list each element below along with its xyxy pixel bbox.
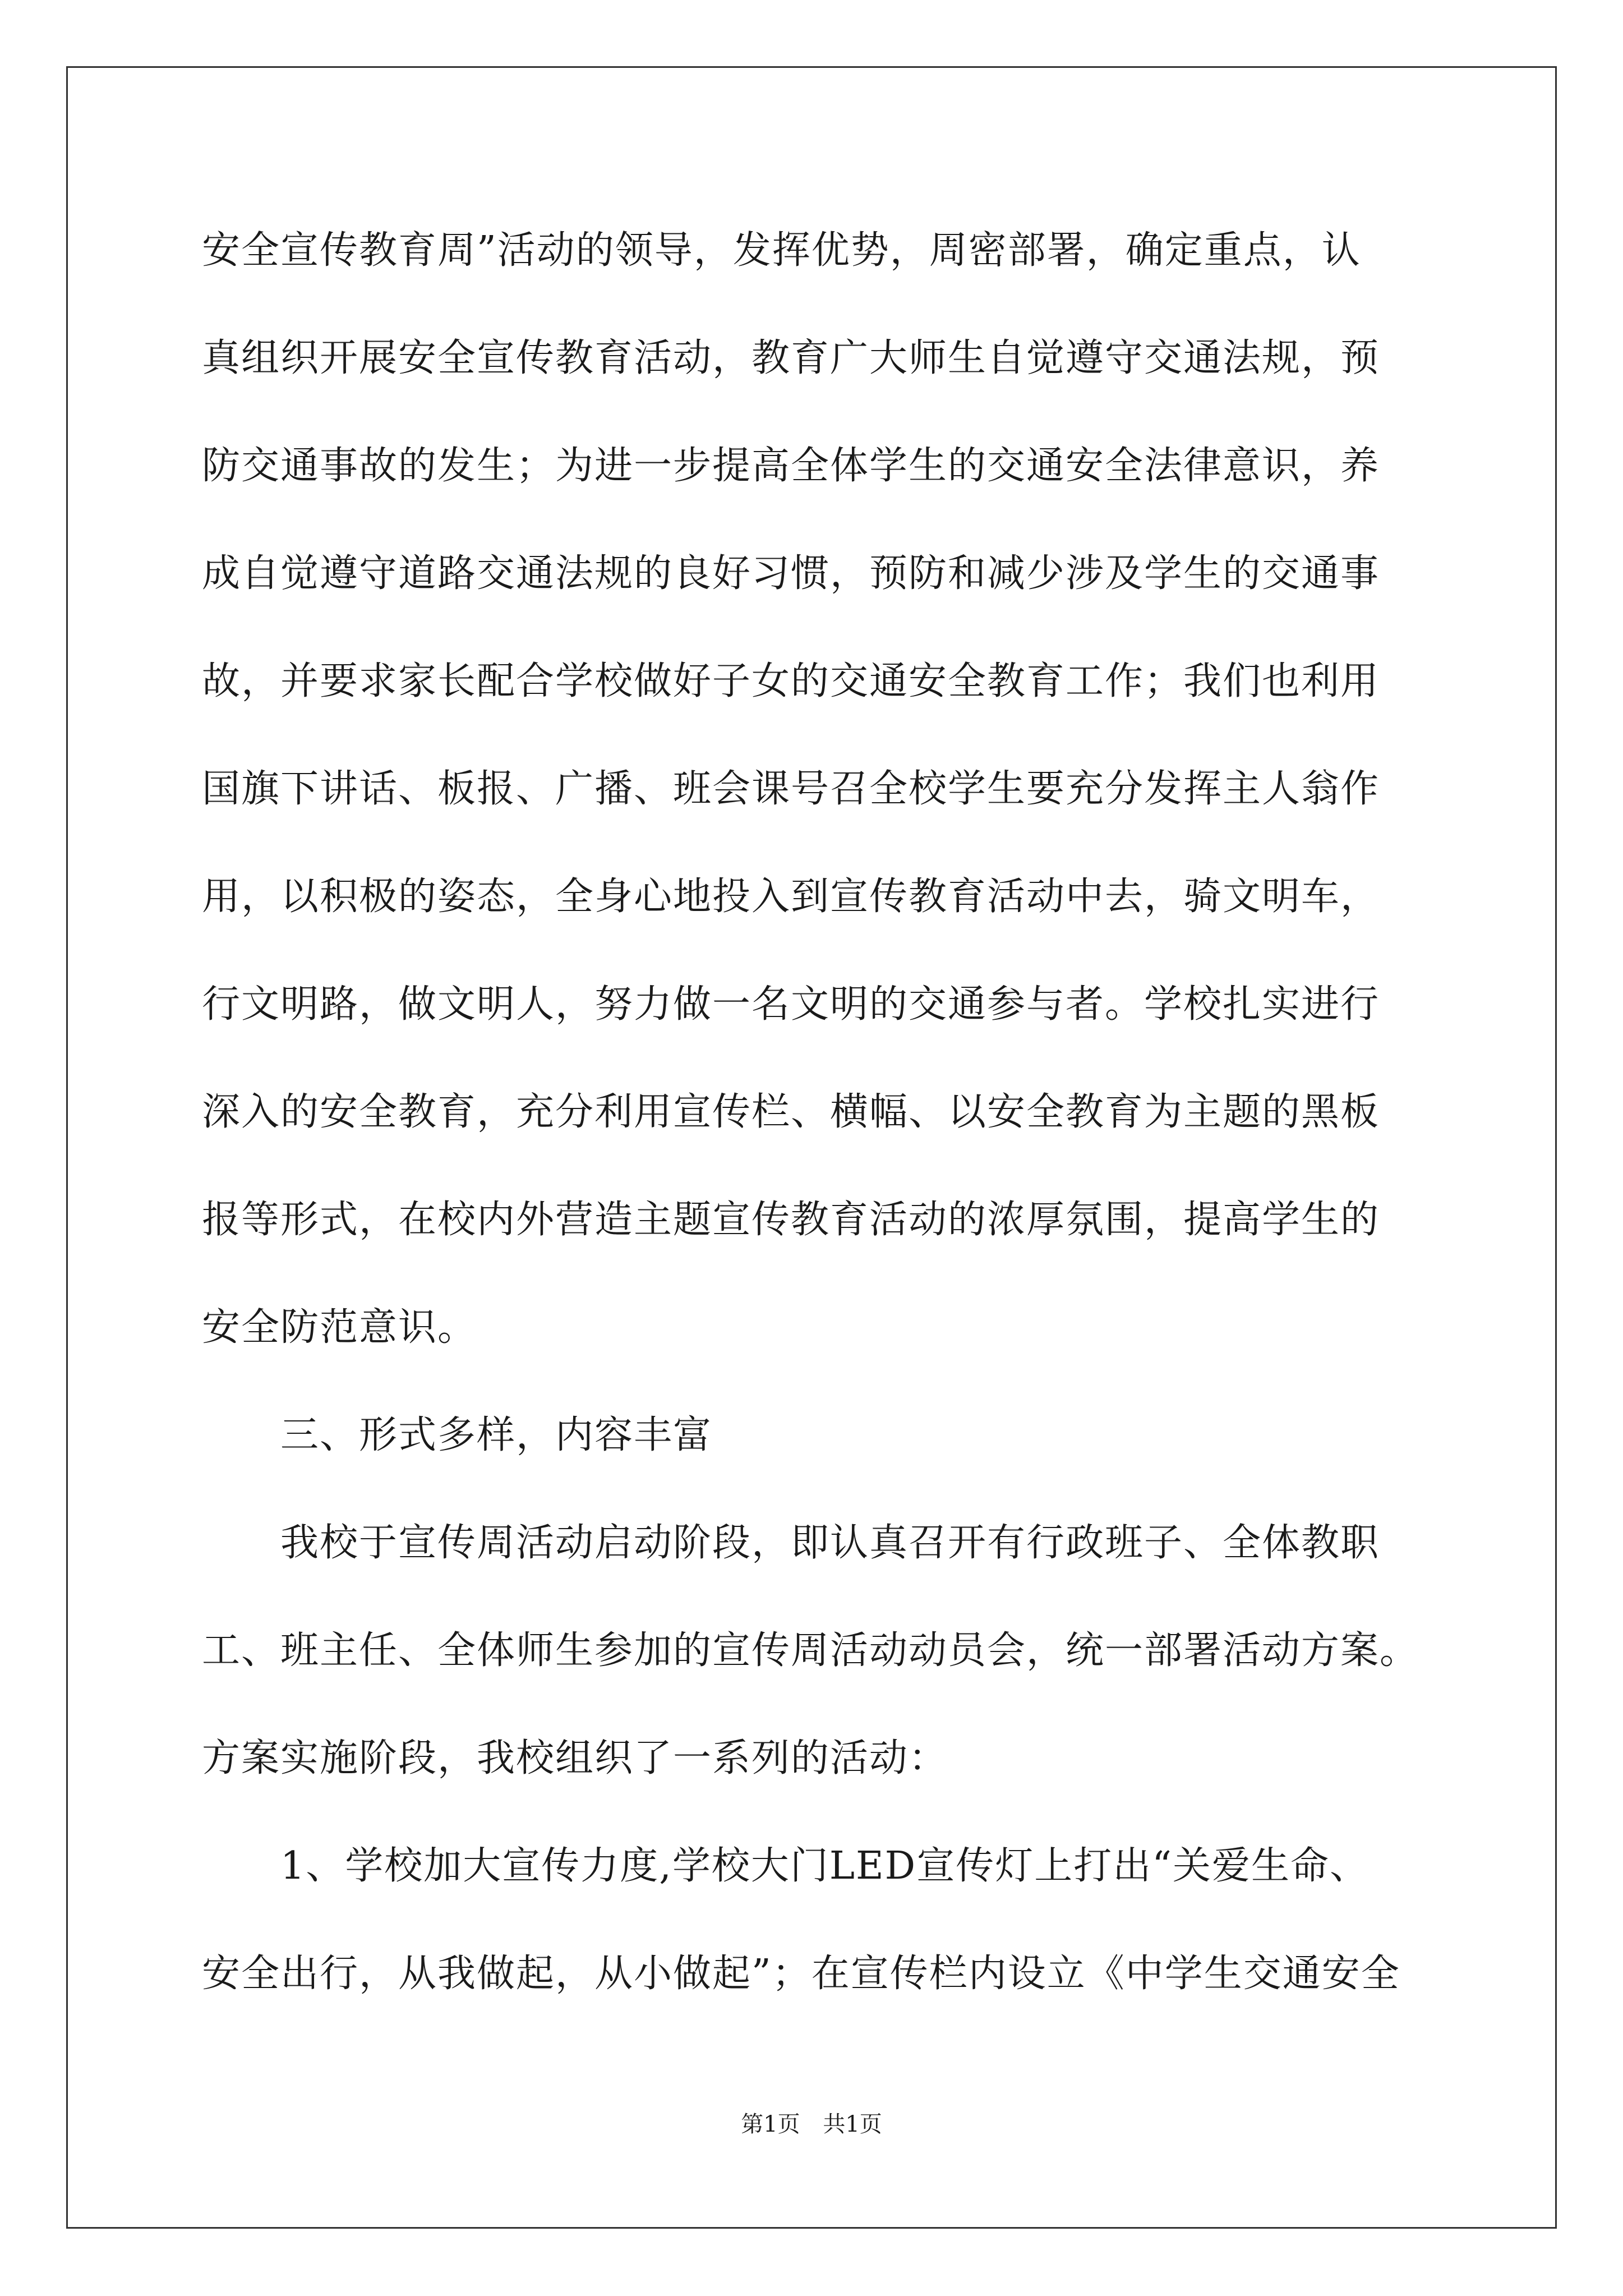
text-line: 行文明路，做文明人，努力做一名文明的交通参与者。学校扎实进行 [202, 982, 1380, 1027]
text-line: 方案实施阶段，我校组织了一系列的活动： [202, 1736, 948, 1780]
text-line: 安全出行，从我做起，从小做起”；在宣传栏内设立《中学生交通安全 [202, 1952, 1400, 1996]
text-line: 成自觉遵守道路交通法规的良好习惯，预防和减少涉及学生的交通事 [202, 551, 1380, 596]
text-line: 深入的安全教育，充分利用宣传栏、横幅、以安全教育为主题的黑板 [202, 1090, 1380, 1134]
paragraph-start-line: 我校于宣传周活动启动阶段，即认真召开有行政班子、全体教职 [280, 1521, 1380, 1565]
text-line: 用，以积极的姿态，全身心地投入到宣传教育活动中去，骑文明车， [202, 875, 1380, 919]
list-item-start-line: 1、学校加大宣传力度,学校大门LED宣传灯上打出“关爱生命、 [280, 1844, 1369, 1888]
page-number: 第1页 [741, 2111, 800, 2137]
page-total: 共1页 [823, 2111, 882, 2137]
text-line: 工、班主任、全体师生参加的宣传周活动动员会，统一部署活动方案。 [202, 1628, 1419, 1673]
text-line: 真组织开展安全宣传教育活动，教育广大师生自觉遵守交通法规，预 [202, 336, 1380, 380]
text-line: 国旗下讲话、板报、广播、班会课号召全校学生要充分发挥主人翁作 [202, 767, 1380, 811]
text-line: 防交通事故的发生；为进一步提高全体学生的交通安全法律意识，养 [202, 444, 1380, 488]
document-body [202, 209, 1430, 2040]
text-line: 报等形式，在校内外营造主题宣传教育活动的浓厚氛围，提高学生的 [202, 1198, 1380, 1242]
section-heading: 三、形式多样，内容丰富 [280, 1413, 713, 1457]
text-line: 安全宣传教育周”活动的领导，发挥优势，周密部署，确定重点，认 [202, 228, 1361, 273]
page-footer [0, 2110, 1623, 2138]
text-line: 故，并要求家长配合学校做好子女的交通安全教育工作；我们也利用 [202, 659, 1380, 703]
text-line: 安全防范意识。 [202, 1305, 477, 1350]
